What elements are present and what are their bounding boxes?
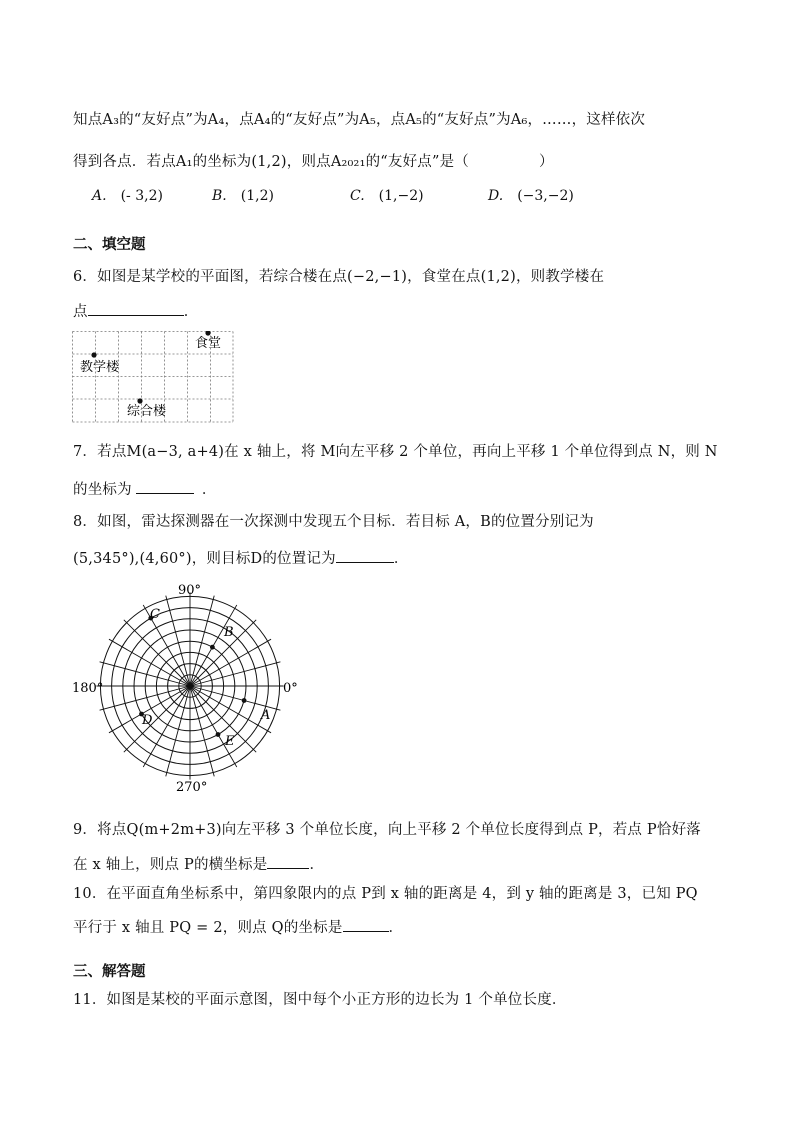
q5-option-b: [212, 188, 274, 204]
q7-answer-blank: [136, 492, 194, 494]
q10-answer-blank: [343, 930, 389, 932]
q5-line-2: [73, 150, 554, 171]
section-2-heading: 二、填空题: [73, 237, 146, 253]
angle-label-90: 90°: [178, 583, 202, 598]
angle-label-180: 180°: [72, 681, 104, 696]
point-label-a: A: [261, 708, 271, 723]
q9-line-2-text: 在 x 轴上，则点 P的横坐标是: [73, 857, 268, 873]
q5-line-2-text: 得到各点．若点A₁的坐标为(1,2)，则点A₂₀₂₁的“友好点”是（: [73, 154, 470, 170]
point-label-d: D: [142, 713, 153, 728]
radar-ray: [166, 596, 190, 686]
canteen-point: [205, 331, 210, 336]
q5-line-2-close: ）: [539, 154, 554, 170]
radar-ray: [124, 620, 190, 686]
complex-building-label: 综合楼: [127, 404, 167, 419]
q9-line-2-end: ．: [309, 857, 325, 873]
radar-ray: [100, 686, 190, 710]
q8-line-2: [73, 547, 409, 568]
q7-line-2-text: 的坐标为: [73, 482, 132, 498]
canteen-label: 食堂: [195, 336, 222, 351]
radar-ray: [124, 686, 190, 752]
q6-line-1: 6．如图是某学校的平面图，若综合楼在点(−2,−1)，食堂在点(1,2)，则教学楼在: [73, 269, 605, 285]
radar-target-point-b: [210, 645, 215, 650]
radar-ray: [100, 662, 190, 686]
radar-ray: [166, 686, 190, 776]
q7-line-2: [73, 478, 217, 499]
q5-option-a-value: (- 3,2): [120, 188, 163, 204]
angle-label-0: 0°: [283, 681, 298, 696]
angle-label-270: 270°: [176, 780, 208, 795]
q6-answer-blank: [88, 314, 184, 316]
q8-answer-blank: [336, 561, 394, 563]
q5-option-a-letter: A.: [92, 188, 107, 204]
point-label-b: B: [224, 625, 234, 640]
q5-option-d: [488, 188, 574, 204]
radar-target-point-a: [242, 698, 247, 703]
q5-option-c-letter: C.: [350, 188, 365, 204]
q11-line-1: 11．如图是某校的平面示意图，图中每个小正方形的边长为 1 个单位长度．: [73, 992, 567, 1008]
q8-line-2-text: (5,345°),(4,60°)，则目标D的位置记为: [73, 551, 336, 567]
q10-line-2-text: 平行于 x 轴且 PQ = 2，则点 Q的坐标是: [73, 920, 343, 936]
q8-radar-figure: [72, 578, 308, 800]
q10-line-1: 10．在平面直角坐标系中，第四象限内的点 P到 x 轴的距离是 4，到 y 轴的距离是 3，已知 PQ: [73, 886, 698, 902]
q6-line-2-end: ．: [183, 304, 199, 320]
q5-option-c: [350, 188, 424, 204]
q6-school-grid-figure: [72, 331, 234, 423]
radar-ray: [190, 639, 271, 686]
q10-line-2-end: ．: [388, 920, 404, 936]
q8-line-1: 8．如图，雷达探测器在一次探测中发现五个目标．若目标 A，B的位置分别记为: [73, 514, 594, 530]
section-3-heading: 三、解答题: [73, 964, 146, 980]
radar-ray: [190, 686, 271, 733]
teaching-building-point: [91, 352, 96, 357]
q9-answer-blank: [267, 867, 309, 869]
q5-option-b-letter: B.: [212, 188, 227, 204]
q5-option-b-value: (1,2): [240, 188, 274, 204]
point-label-e: E: [225, 734, 235, 749]
q5-line-1: 知点A₃的“友好点”为A₄，点A₄的“友好点”为A₅，点A₅的“友好点”为A₆，……，这样依次: [73, 112, 646, 128]
q7-line-2-end: ．: [201, 482, 217, 498]
q7-line-1: 7．若点M(a−3, a+4)在 x 轴上，将 M向左平移 2 个单位，再向上平移 1 个单位得到点 N，则 N: [73, 444, 718, 460]
radar-ray: [109, 639, 190, 686]
q5-option-d-letter: D.: [488, 188, 504, 204]
q6-line-2-text: 点: [73, 304, 88, 320]
radar-ray: [190, 686, 214, 776]
point-label-c: C: [150, 607, 160, 622]
q8-line-2-end: ．: [393, 551, 409, 567]
radar-ray: [190, 662, 280, 686]
radar-ray: [190, 686, 256, 752]
q10-line-2: [73, 916, 403, 937]
complex-building-point: [137, 398, 142, 403]
q5-option-a: [92, 188, 163, 204]
radar-target-point-e: [216, 732, 221, 737]
q5-option-d-value: (−3,−2): [517, 188, 574, 204]
q9-line-1: 9．将点Q(m+2m+3)向左平移 3 个单位长度，向上平移 2 个单位长度得到点 P，若点 P恰好落: [73, 822, 701, 838]
q5-option-c-value: (1,−2): [378, 188, 424, 204]
teaching-building-label: 教学楼: [80, 360, 120, 375]
q6-line-2: [73, 300, 198, 321]
radar-ray: [190, 686, 280, 710]
radar-rays: [96, 592, 283, 779]
radar-ray: [190, 686, 237, 767]
q9-line-2: [73, 853, 324, 874]
radar-ray: [190, 596, 214, 686]
